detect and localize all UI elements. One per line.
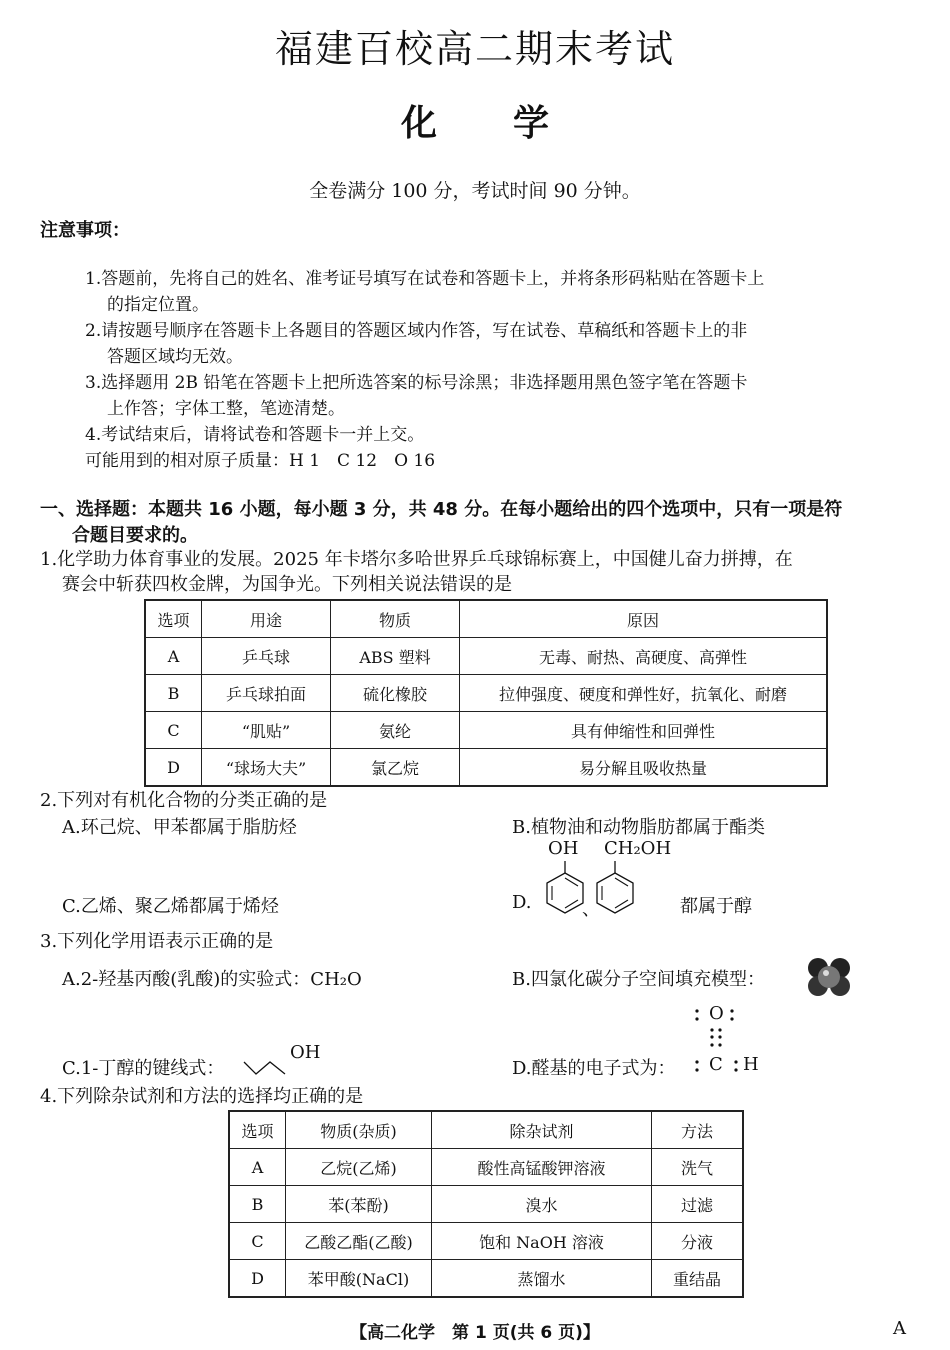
butanol-skeletal-formula-icon [240,1044,290,1078]
table-row: B 苯(苯酚) 溴水 过滤 [229,1186,743,1223]
question-3-option-b: B.四氯化碳分子空间填充模型： [512,969,765,990]
paper-version: A [893,1318,906,1339]
notice-item-2: 2.请按题号顺序在答题卡上各题目的答题区域内作答，写在试卷、草稿纸和答题卡上的非 答题区域均无效。 [85,321,748,367]
notice-item-1: 1.答题前，先将自己的姓名、准考证号填写在试卷和答题卡上，并将条形码粘贴在答题卡上 的指定位置。 [85,269,765,315]
ccl4-space-filling-model-icon [806,956,852,998]
table-header-row: 选项 用途 物质 原因 [145,600,827,638]
question-2-option-a: A.环己烷、甲苯都属于脂肪烃 [62,817,297,838]
exam-meta: 全卷满分 100 分，考试时间 90 分钟。 [309,180,641,202]
question-2-stem: 2.下列对有机化合物的分类正确的是 [40,790,328,811]
table-row: B 乒乓球拍面 硫化橡胶 拉伸强度、硬度和弹性好，抗氧化、耐磨 [145,675,827,712]
notice-item-4: 4.考试结束后，请将试卷和答题卡一并上交。 [85,425,425,445]
table-row: A 乒乓球 ABS 塑料 无毒、耐热、高硬度、高弹性 [145,638,827,675]
table-row: C “肌贴” 氨纶 具有伸缩性和回弹性 [145,712,827,749]
question-4-stem: 4.下列除杂试剂和方法的选择均正确的是 [40,1086,364,1107]
exam-title: 福建百校高二期末考试 [274,27,675,71]
electron-dots-icon [694,1004,744,1076]
subject-title: 化 学 [400,102,550,144]
butanol-oh-label: OH [290,1042,321,1063]
table-header-row: 选项 物质(杂质) 除杂试剂 方法 [229,1111,743,1149]
question-2-option-d-label: D. [512,892,532,913]
question-2-option-d-tail: 都属于醇 [680,896,752,917]
table-row: A 乙烷(乙烯) 酸性高锰酸钾溶液 洗气 [229,1149,743,1186]
aldehyde-h-atom: H [743,1054,759,1075]
page-footer: 【高二化学 第 1 页(共 6 页)】 [350,1323,600,1343]
question-3-option-a: A.2-羟基丙酸(乳酸)的实验式：CH₂O [62,969,362,990]
phenol-oh-label: OH [548,838,579,859]
question-3-option-d: D.醛基的电子式为： [512,1058,676,1079]
atomic-mass-line: 可能用到的相对原子质量：H 1 C 12 O 16 [85,451,436,471]
section-1-heading: 一、选择题：本题共 16 小题，每小题 3 分，共 48 分。在每小题给出的四个选项中，只有一项是符 合题目要求的。 [40,499,843,546]
structure-separator: 、 [582,899,600,920]
aldehyde-c-atom: C [709,1054,723,1075]
table-row: C 乙酸乙酯(乙酸) 饱和 NaOH 溶液 分液 [229,1223,743,1260]
question-2-option-c: C.乙烯、聚乙烯都属于烯烃 [62,896,279,917]
notice-heading: 注意事项： [40,220,130,241]
question-2-option-b: B.植物油和动物脂肪都属于酯类 [512,817,765,838]
benzyl-ch2oh-label: CH₂OH [604,838,672,859]
question-1-stem: 1.化学助力体育事业的发展。2025 年卡塔尔多哈世界乒乓球锦标赛上，中国健儿奋力拼搏，在 赛会中斩获四枚金牌，为国争光。下列相关说法错误的是 [40,549,793,595]
question-1-table [144,599,828,787]
notice-item-3: 3.选择题用 2B 铅笔在答题卡上把所选答案的标号涂黑；非选择题用黑色签字笔在答题卡 上作答；字体工整，笔迹清楚。 [85,373,748,419]
question-3-stem: 3.下列化学用语表示正确的是 [40,931,274,952]
table-row: D “球场大夫” 氯乙烷 易分解且吸收热量 [145,749,827,787]
question-4-table [228,1110,744,1298]
aldehyde-o-atom: O [709,1003,724,1024]
question-3-option-c: C.1-丁醇的键线式： [62,1058,225,1079]
table-row: D 苯甲酸(NaCl) 蒸馏水 重结晶 [229,1260,743,1298]
